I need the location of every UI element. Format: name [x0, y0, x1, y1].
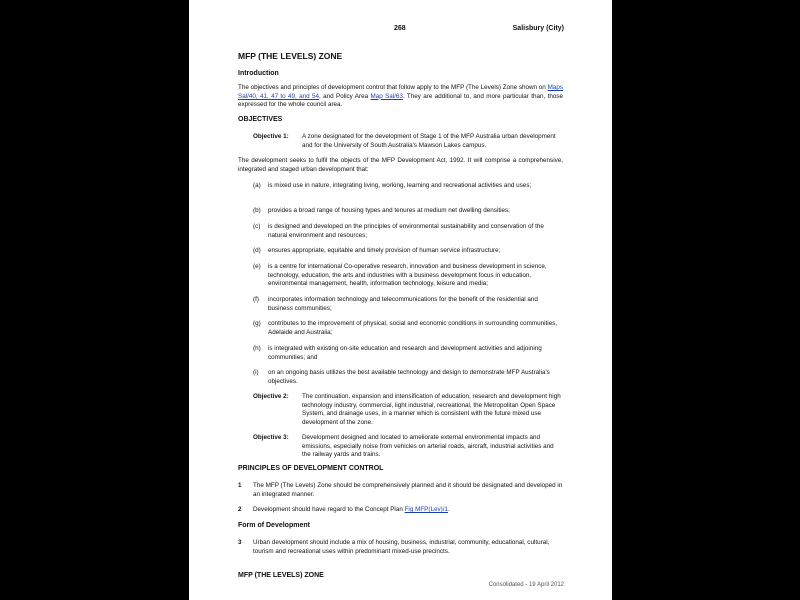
principle-2-text — [253, 506, 563, 515]
item-text: is integrated with existing on-site education and research and development activities and adjoining communities; and — [268, 345, 542, 361]
page-title: MFP (THE LEVELS) ZONE — [238, 51, 343, 61]
objective-1-label: Objective 1: — [253, 133, 289, 140]
form-of-development-heading: Form of Development — [238, 522, 310, 529]
intro-text-a: The objectives and principles of development control that follow apply to the MFP (The Levels) Zone shown on — [238, 84, 548, 91]
item-text: provides a broad range of housing types and tenures at medium net dwelling densities; — [268, 207, 510, 214]
maps-link[interactable]: Maps Sal/40, 41, 47 to 49, and 54 — [238, 84, 563, 100]
item-letter: (g) — [253, 320, 261, 327]
objective-3-text: Development designed and located to ameliorate external environmental impacts and emissions, especially noise from vehicles on arterial roads, aircraft, industrial activities and the railway yards and trains. — [302, 434, 554, 459]
item-letter: (h) — [253, 345, 261, 352]
principle-2-number: 2 — [238, 506, 242, 513]
concept-plan-link[interactable]: Fig MFP(Lev)/1 — [404, 506, 448, 513]
document-page — [189, 0, 612, 600]
item-text: is mixed use in nature, integrating living, working, learning and recreational activities and uses; — [268, 182, 532, 189]
principle-3-number: 3 — [238, 539, 242, 546]
item-letter: (f) — [253, 296, 259, 303]
council-name: Salisbury (City) — [512, 25, 564, 32]
item-letter: (d) — [253, 247, 261, 254]
item-letter: (c) — [253, 223, 261, 230]
item-letter: (a) — [253, 182, 261, 189]
item-text: is designed and developed on the principles of environmental sustainability and conservation of the natural environment and resources; — [268, 223, 544, 239]
objectives-heading: OBJECTIVES — [238, 116, 283, 123]
objective-3-label: Objective 3: — [253, 434, 289, 441]
objective-1-text: A zone designated for the development of Stage 1 of the MFP Australia urban development and for the University of South Australia's Mawson Lakes campus. — [302, 133, 556, 149]
principle-3-text: Urban development should include a mix of housing, business, industrial, community, educational, cultural, tourism and recreational uses within predominant mixed-use precincts. — [253, 539, 550, 555]
footer-consolidated-date: Consolidated - 19 April 2012 — [488, 582, 564, 588]
item-text: on an ongoing basis utilizes the best available technology and design to demonstrate MFP Australia's objectives. — [268, 369, 550, 385]
item-text: contributes to the improvement of physical, social and economic conditions in surrounding communities, Adelaide and Australia; — [268, 320, 558, 336]
introduction-heading: Introduction — [238, 70, 279, 77]
principle-2-text-b: . — [447, 506, 450, 513]
principle-2-text-a: Development should have regard to the Concept Plan — [253, 506, 405, 513]
item-text: incorporates information technology and telecommunications for the benefit of the residential and business communities; — [268, 296, 538, 312]
item-letter: (e) — [253, 263, 261, 270]
principle-1-number: 1 — [238, 482, 242, 489]
intro-text-b: , and Policy Area — [319, 92, 371, 100]
principle-1-text: The MFP (The Levels) Zone should be comprehensively planned and it should be designated and developed in an integrated manner. — [253, 482, 563, 498]
item-text: is a centre for international Co-operative research, innovation and business development in science, technology, education, the arts and industries with a business development focus in education, environmental management, health, information technology, leisure and media; — [268, 263, 547, 288]
item-letter: (i) — [253, 369, 259, 376]
item-letter: (b) — [253, 207, 261, 214]
objective-2-text: The continuation, expansion and intensification of education, research and development high technology industry, commercial, light industrial, recreational, the Metropolitan Open Space System, and drainage uses, in a manner which is consistent with the future mixed use development of the zone. — [302, 393, 561, 426]
development-intro: The development seeks to fulfil the objects of the MFP Development Act, 1992. It will comprise a comprehensive, integrated and staged urban development that: — [238, 157, 563, 173]
page-number: 268 — [394, 25, 406, 32]
principles-heading: PRINCIPLES OF DEVELOPMENT CONTROL — [238, 465, 384, 472]
objective-2-label: Objective 2: — [253, 393, 289, 400]
item-text: ensures appropriate, equitable and timely provision of human service infrastructure; — [268, 247, 501, 254]
intro-text-c: . They are additional to, and more particular than, those expressed for the whole council area. — [238, 92, 564, 109]
policy-area-map-link[interactable]: Map Sal/63 — [370, 92, 403, 100]
footer-zone-name: MFP (THE LEVELS) ZONE — [238, 572, 324, 579]
introduction-text — [238, 84, 563, 110]
